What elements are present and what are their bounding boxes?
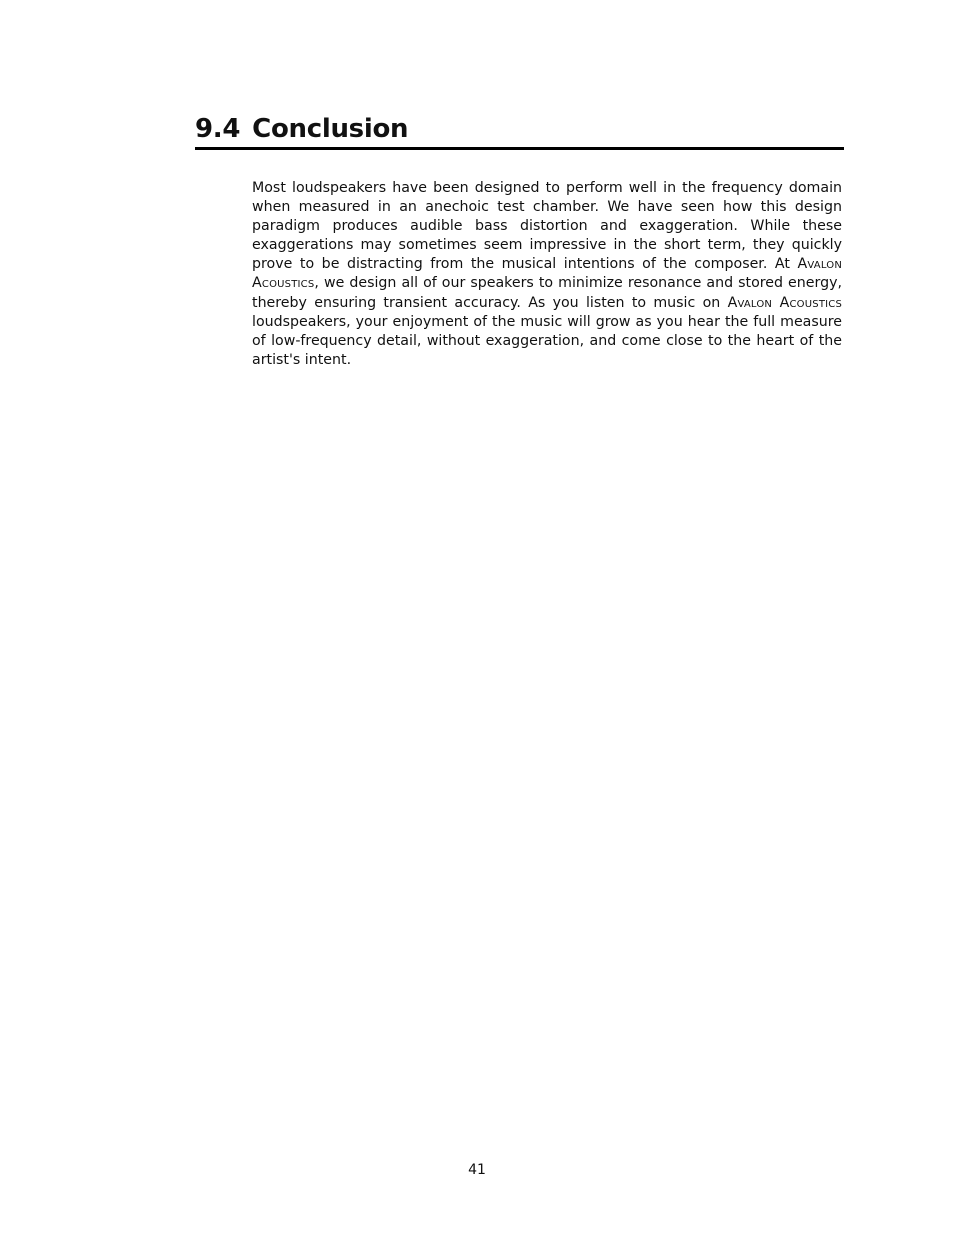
section-title	[195, 112, 844, 146]
section-heading	[195, 112, 844, 150]
paragraph-text-3: loudspeakers, your enjoyment of the music will grow as you hear the full measure of low-frequency detail, without exaggeration, and come close to the heart of the artist's intent.	[252, 313, 842, 368]
conclusion-paragraph	[252, 179, 842, 370]
brand-name: Avalon Acoustics	[727, 294, 843, 311]
section-number: 9.4	[195, 114, 241, 144]
page-number: 41	[468, 1162, 486, 1178]
brand-name: Avalon Acoustics	[252, 256, 842, 292]
paragraph-text-2: , we design all of our speakers to minimize resonance and stored energy, thereby ensuring transient accuracy. As you listen to music on	[252, 275, 842, 311]
section-title-text: Conclusion	[252, 114, 409, 144]
paragraph-text-1: Most loudspeakers have been designed to perform well in the frequency domain when measured in an anechoic test chamber. We have seen how this design paradigm produces audible bass distortion and exaggeration. While these exaggerations may sometimes seem impressive in the short term, they quickly prove to be distracting from the musical intentions of the composer. At	[252, 180, 842, 273]
